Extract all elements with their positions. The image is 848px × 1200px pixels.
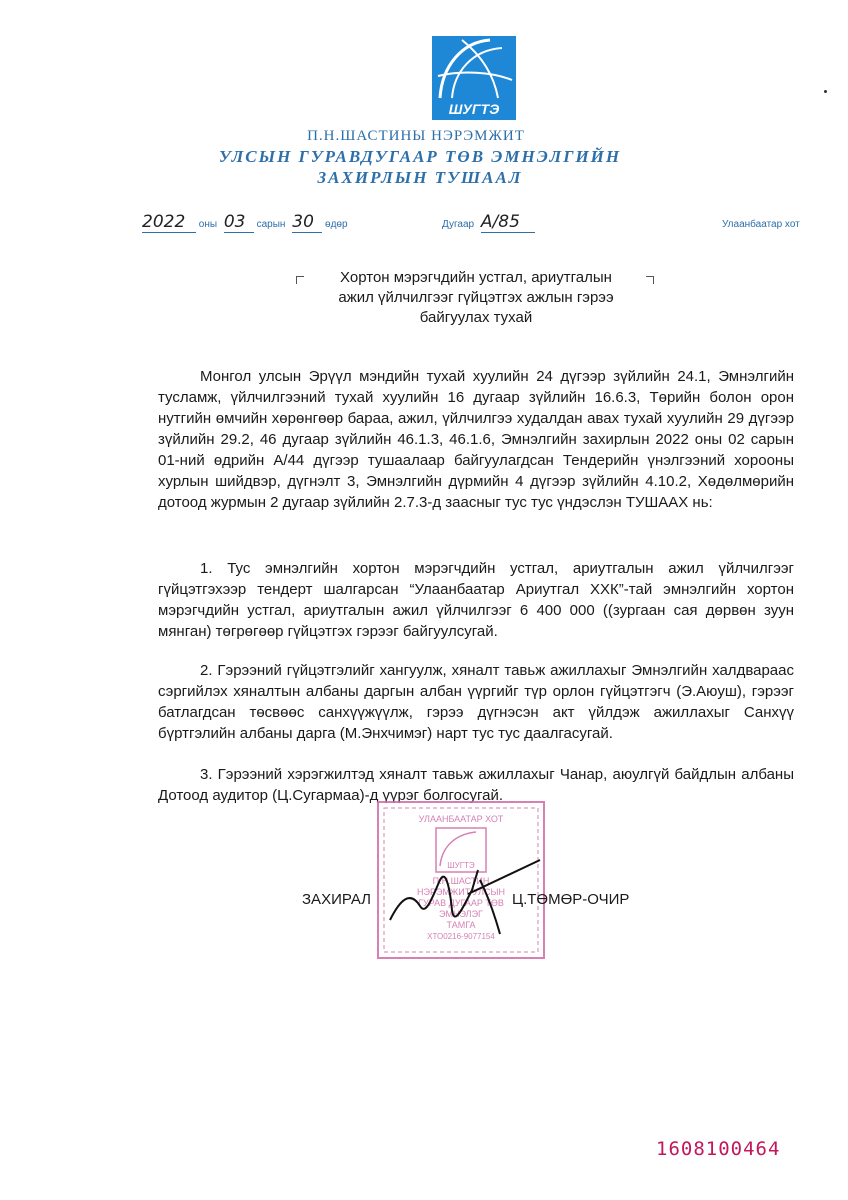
order-number: A/85 bbox=[480, 212, 520, 232]
date-line bbox=[142, 212, 348, 233]
date-month-suffix: сарын bbox=[256, 219, 286, 230]
subject-line-2: ажил үйлчилгээг гүйцэтгэх ажлын гэрээ bbox=[338, 289, 614, 306]
signatory-name: Ц.ТӨМӨР-ОЧИР bbox=[512, 891, 630, 908]
header-line-2: УЛСЫН ГУРАВДУГААР ТӨВ ЭМНЭЛГИЙН bbox=[218, 147, 622, 166]
number-line bbox=[442, 212, 535, 233]
svg-text:НЭРЭМЖИТ УЛСЫН: НЭРЭМЖИТ УЛСЫН bbox=[416, 887, 506, 897]
number-label: Дугаар bbox=[442, 219, 475, 230]
svg-text:УЛААНБААТАР ХОТ: УЛААНБААТАР ХОТ bbox=[418, 814, 504, 824]
logo-text: ШУГТЭ bbox=[448, 101, 500, 117]
svg-text:ЭМНЭЛЭГ: ЭМНЭЛЭГ bbox=[439, 909, 483, 919]
svg-text:ШУГТЭ: ШУГТЭ bbox=[447, 861, 475, 870]
order-item-1: 1. Тус эмнэлгийн хортон мэрэгчдийн устгал, ариутгалын ажил үйлчилгээг гүйцэтгэхээр тендерт шалгарсан “Улаанбаатар Ариутгал ХХК”-тай эмнэлгийн хортон мэрэгчдийн устгал, ариутгалын ажил үйлчилгээг 6 400 000 ((зургаан сая дөрвөн зуун мянган) төгрөгөөр гүйцэтгэх гэрээг байгуулсугай. bbox=[158, 560, 794, 640]
order-item-2: 2. Гэрээний гүйцэтгэлийг хангуулж, хяналт тавьж ажиллахыг Эмнэлгийн халдвараас сэргийлэх хяналтын албаны даргын албан үүргийг түр орлон гүйцэтгэгч (Э.Аюуш), гэрээг батлагдсан төсвөөс санхүүжүүлж, гэрээ дүгнэсэн акт үйлдэж ажиллахыг Санхүү бүртгэлийн албаны дарга (М.Энхчимэг) нарт тус тус даалгасугай. bbox=[158, 662, 794, 742]
header-line-1: П.Н.ШАСТИНЫ НЭРЭМЖИТ bbox=[307, 128, 525, 144]
date-day: 30 bbox=[292, 212, 314, 232]
svg-text:ТАМГА: ТАМГА bbox=[446, 920, 476, 930]
date-month: 03 bbox=[223, 212, 246, 232]
order-item-3: 3. Гэрээний хэрэгжилтэд хяналт тавьж ажиллахыг Чанар, аюулгүй байдлын албаны Дотоод аудитор (Ц.Сугармаа)-д үүрэг болгосугай. bbox=[158, 766, 794, 804]
svg-text:ХТО0216-9077154: ХТО0216-9077154 bbox=[427, 932, 495, 941]
svg-text:П.Н.ШАСТИН: П.Н.ШАСТИН bbox=[432, 876, 490, 886]
date-day-suffix: өдөр bbox=[325, 219, 348, 230]
date-year-suffix: оны bbox=[198, 219, 218, 230]
date-year: 2022 bbox=[142, 212, 186, 232]
header-line-3: ЗАХИРЛЫН ТУШААЛ bbox=[317, 168, 523, 187]
subject-line-3: байгуулах тухай bbox=[419, 309, 533, 326]
city-label: Улаанбаатар хот bbox=[722, 219, 800, 230]
document-serial-number: 1608100464 bbox=[656, 1138, 781, 1160]
hospital-logo bbox=[432, 36, 516, 120]
scan-mark bbox=[824, 90, 827, 93]
subject-block bbox=[296, 268, 656, 328]
preamble-paragraph: Монгол улсын Эрүүл мэндийн тухай хуулийн 24 дүгээр зүйлийн 24.1, Эмнэлгийн тусламж, үйлчилгээний тухай хуулийн 16 дугаар зүйлийн 16.6.3, Төрийн болон орон нутгийн өмчийн хөрөнгөөр бараа, ажил, үйлчилгээ худалдан авах тухай хуулийн 29 дүгээр зүйлийн 29.2, 46 дугаар зүйлийн 46.1.3, 46.1.6, Эмнэлгийн захирлын 2022 оны 02 сарын 01-ний өдрийн А/44 дүгээр тушаалаар байгуулагдсан Тендерийн үнэлгээний хорооны хурлын шийдвэр, дүгнэлт 3, Эмнэлгийн дүрмийн 4 дүгээр зүйлийн 4.10.2, Хөдөлмөрийн дотоод журмын 2 дугаар зүйлийн 2.7.3-д заасныг тус тус үндэслэн ТУШААХ нь: bbox=[158, 368, 794, 511]
signatory-title: ЗАХИРАЛ bbox=[302, 891, 372, 908]
svg-text:ГУРАВ ДУГААР ТӨВ: ГУРАВ ДУГААР ТӨВ bbox=[418, 898, 504, 908]
subject-line-1: Хортон мэрэгчдийн устгал, ариутгалын bbox=[340, 269, 612, 286]
